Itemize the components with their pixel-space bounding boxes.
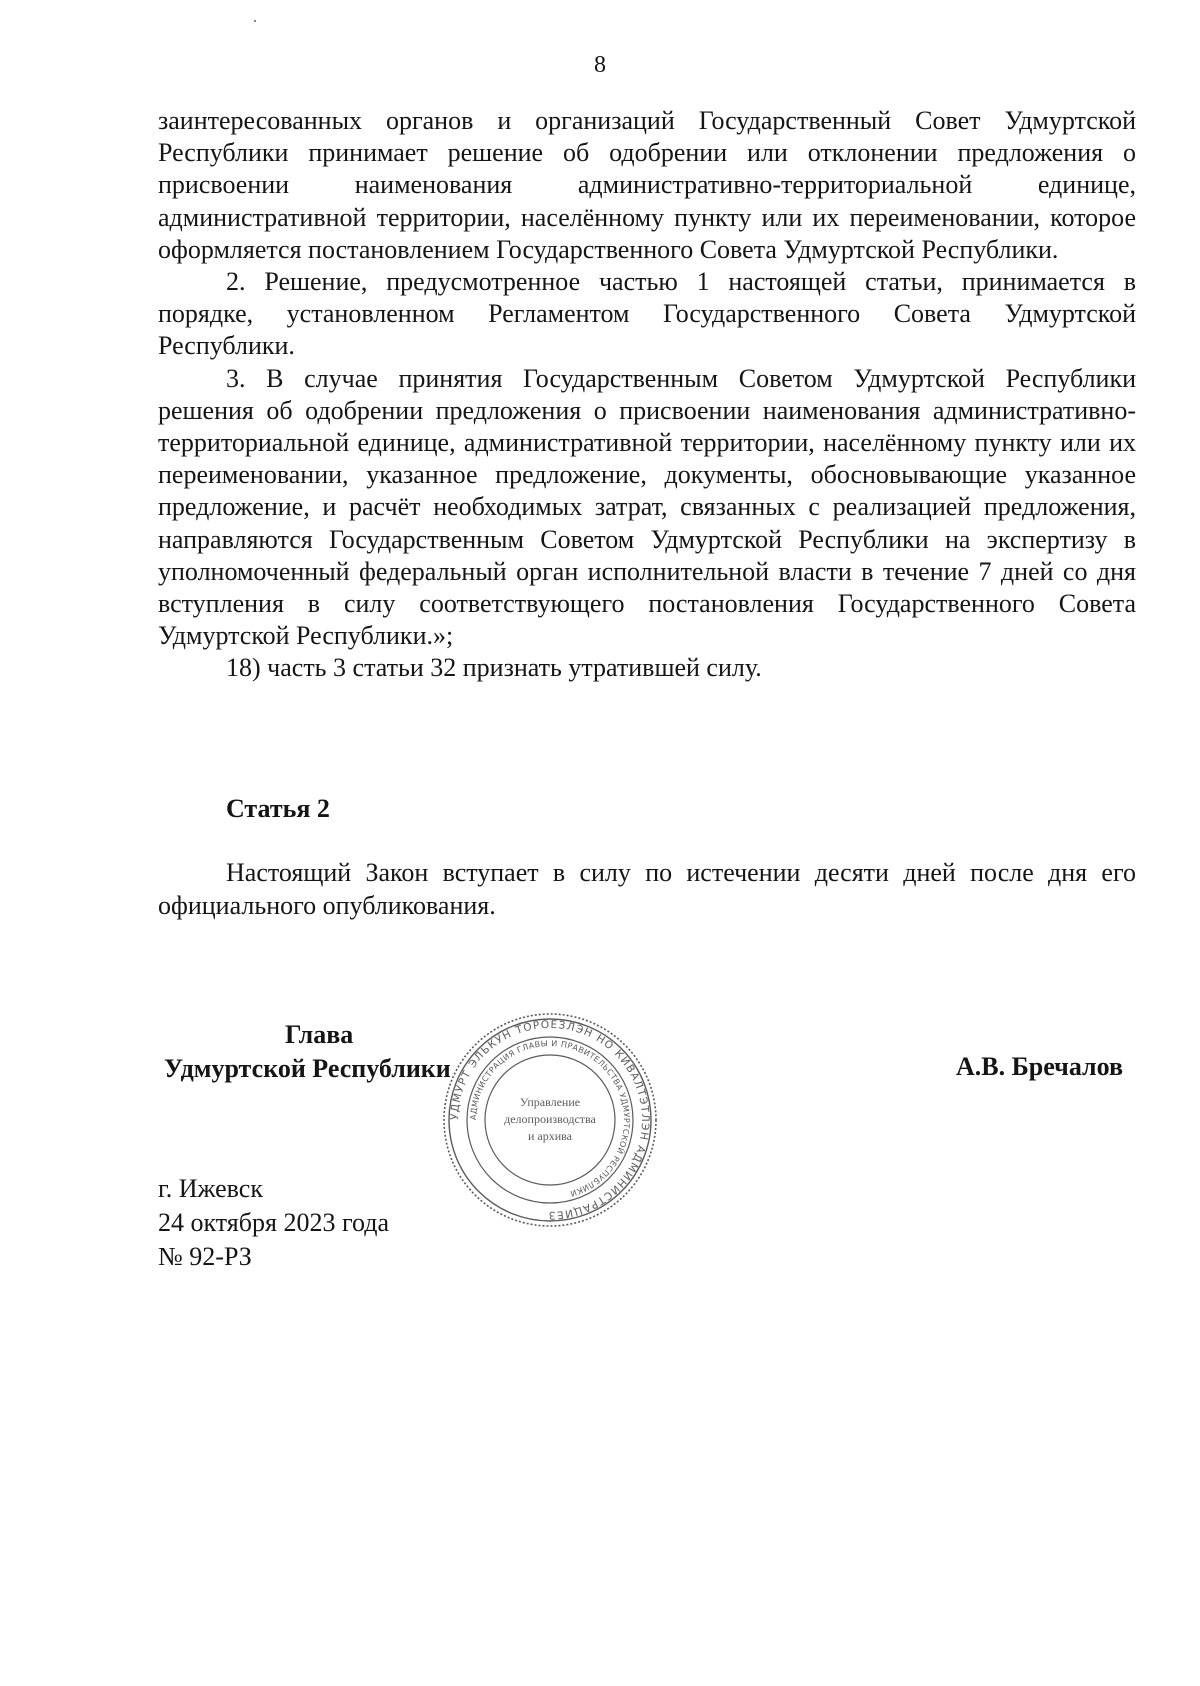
place-and-date-block xyxy=(158,1172,389,1274)
seal-center-line-1: Управление xyxy=(519,1095,581,1109)
paragraph-continuation: заинтересованных органов и организаций Государственный Совет Удмуртской Республики принимает решение об одобрении или отклонении предложения о присвоении наименования административно-территориальной единице, административной территории, населённому пункту или их переименовании, которое оформляется постановлением Государственного Совета Удмуртской Республики. xyxy=(158,106,1136,264)
law-body-text xyxy=(158,105,1136,685)
page-number: 8 xyxy=(594,52,606,78)
scan-artifact xyxy=(254,20,256,22)
signatory-name: А.В. Бречалов xyxy=(956,1052,1124,1081)
seal-center-line-3: и архива xyxy=(527,1129,573,1143)
article-2-heading: Статья 2 xyxy=(226,794,330,823)
seal-outer-text: УДМУРТ ЭЛЬКУН ТОРОЕЗЛЭН НО КИВАЛТЭТЛЭН АДМИНИСТРАЦИЕЗ xyxy=(448,1018,652,1222)
signatory-title-line-2: Удмуртской Республики xyxy=(164,1054,451,1083)
city: г. Ижевск xyxy=(158,1174,263,1203)
seal-inner-text: АДМИНИСТРАЦИЯ ГЛАВЫ И ПРАВИТЕЛЬСТВА УДМУРТСКОЙ РЕСПУБЛИКИ xyxy=(468,1038,632,1199)
paragraph-clause-3: 3. В случае принятия Государственным Советом Удмуртской Республики решения об одобрении предложения о присвоении наименования административно-территориальной единице, административной территории, населённому пункту или их переименовании, указанное предложение, документы, обосновывающие указанное предложение, и расчёт необходимых затрат, связанных с реализацией предложения, направляются Государственным Советом Удмуртской Республики на экспертизу в уполномоченный федеральный орган исполнительной власти в течение 7 дней со дня вступления в силу соответствующего постановления Государственного Совета Удмуртской Республики.»; xyxy=(158,363,1136,651)
paragraph-clause-2: 2. Решение, предусмотренное частью 1 настоящей статьи, принимается в порядке, установленном Регламентом Государственного Совета Удмуртской Республики. xyxy=(158,267,1136,361)
official-seal xyxy=(440,1010,660,1230)
seal-center-line-2: делопроизводства xyxy=(504,1112,596,1126)
article-2-text: Настоящий Закон вступает в силу по истечении десяти дней после дня его официального опубликования. xyxy=(158,858,1136,920)
law-number: № 92-РЗ xyxy=(158,1242,252,1271)
date: 24 октября 2023 года xyxy=(158,1208,389,1237)
signatory-title-line-1: Глава xyxy=(285,1020,354,1049)
paragraph-item-18: 18) часть 3 статьи 32 признать утратившей силу. xyxy=(226,653,762,683)
